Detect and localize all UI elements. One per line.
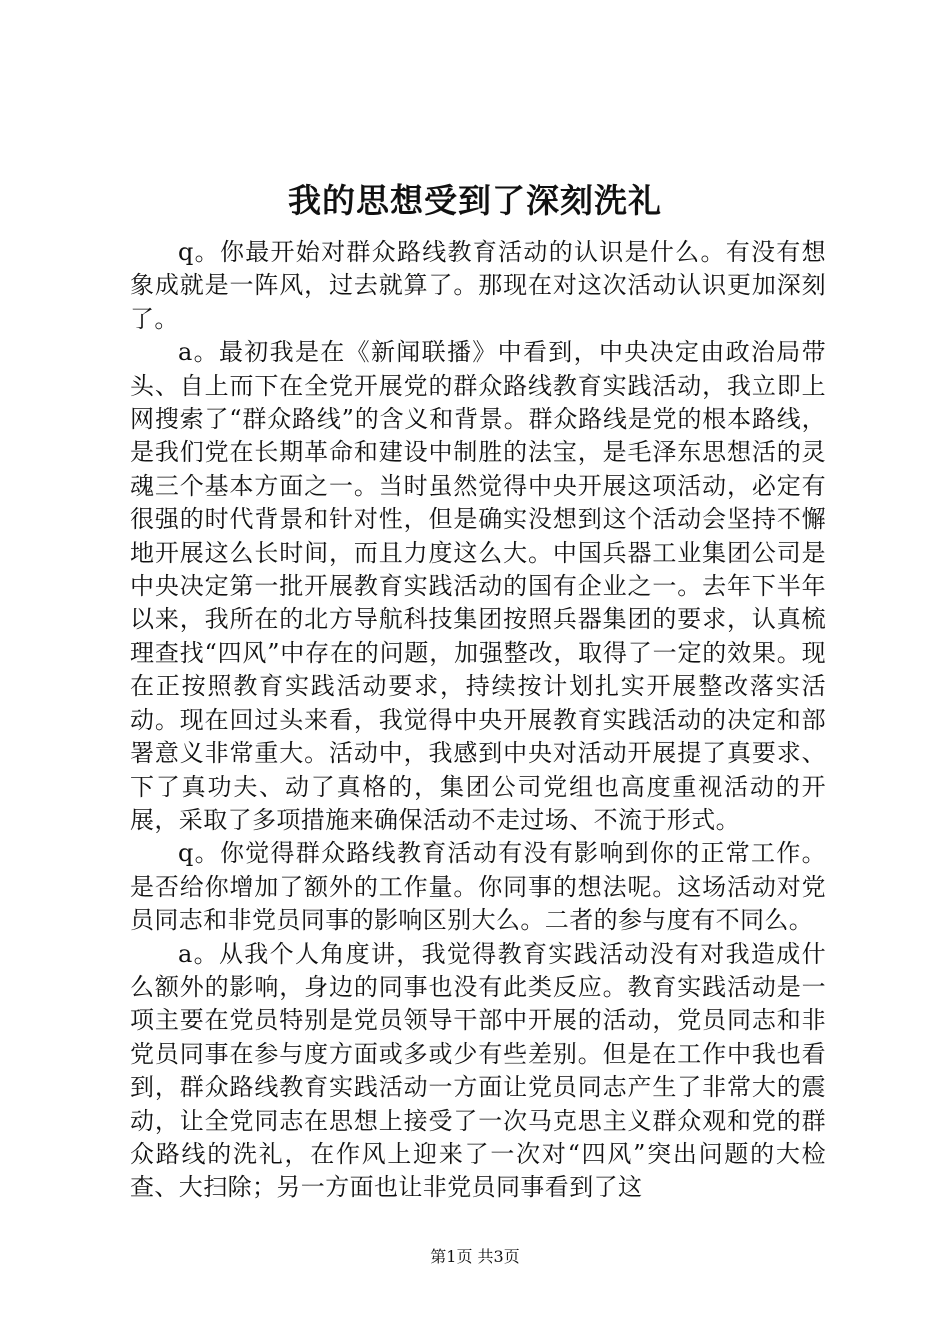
- paragraph-answer-1: a。最初我是在《新闻联播》中看到，中央决定由政治局带头、自上而下在全党开展党的群众路线教育实践活动，我立即上网搜索了“群众路线”的含义和背景。群众路线是党的根本路线，是我们党在长期革命和建设中制胜的法宝，是毛泽东思想活的灵魂三个基本方面之一。当时虽然觉得中央开展这项活动，必定有很强的时代背景和针对性，但是确实没想到这个活动会坚持不懈地开展这么长时间，而且力度这么大。中国兵器工业集团公司是中央决定第一批开展教育实践活动的国有企业之一。去年下半年以来，我所在的北方导航科技集团按照兵器集团的要求，认真梳理查找“四风”中存在的问题，加强整改，取得了一定的效果。现在正按照教育实践活动要求，持续按计划扎实开展整改落实活动。现在回过头来看，我觉得中央开展教育实践活动的决定和部署意义非常重大。活动中，我感到中央对活动开展提了真要求、下了真功夫、动了真格的，集团公司党组也高度重视活动的开展，采取了多项措施来确保活动不走过场、不流于形式。: [130, 338, 826, 834]
- document-body: [130, 236, 826, 1205]
- page-number-footer: 第1页 共3页: [430, 1247, 520, 1266]
- paragraph-question-2: q。你觉得群众路线教育活动有没有影响到你的正常工作。是否给你增加了额外的工作量。你同事的想法呢。这场活动对党员同志和非党员同事的影响区别大么。二者的参与度有不同么。: [130, 839, 826, 935]
- document-title: 我的思想受到了深刻洗礼: [288, 181, 662, 220]
- paragraph-question-1: q。你最开始对群众路线教育活动的认识是什么。有没有想象成就是一阵风，过去就算了。那现在对这次活动认识更加深刻了。: [130, 238, 826, 333]
- paragraph-answer-2: a。从我个人角度讲，我觉得教育实践活动没有对我造成什么额外的影响，身边的同事也没有此类反应。教育实践活动是一项主要在党员特别是党员领导干部中开展的活动，党员同志和非党员同事在参与度方面或多或少有些差别。但是在工作中我也看到，群众路线教育实践活动一方面让党员同志产生了非常大的震动，让全党同志在思想上接受了一次马克思主义群众观和党的群众路线的洗礼，在作风上迎来了一次对“四风”突出问题的大检查、大扫除；另一方面也让非党员同事看到了这: [130, 939, 826, 1202]
